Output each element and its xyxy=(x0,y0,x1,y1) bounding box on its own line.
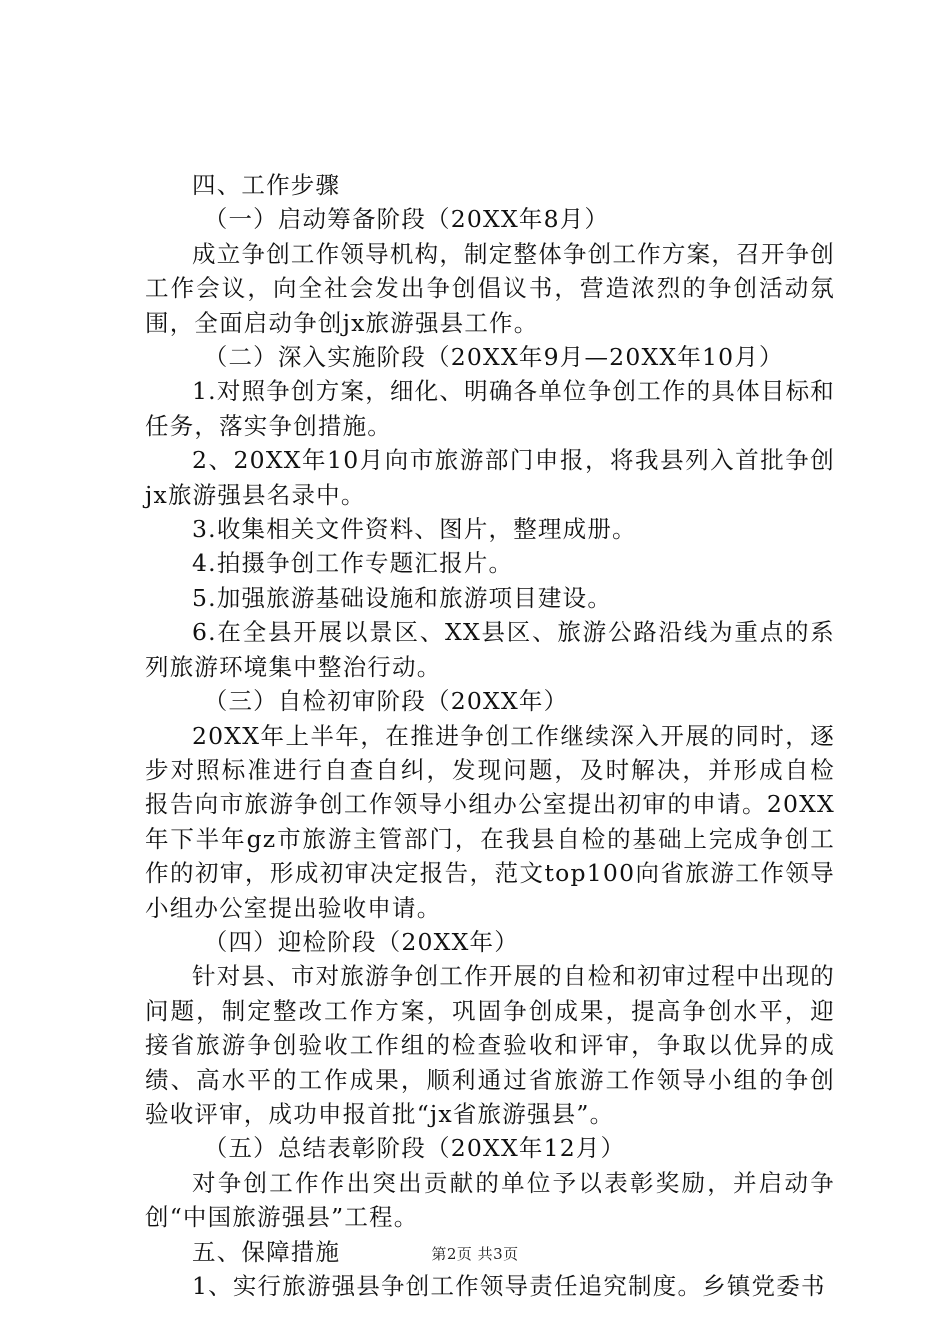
list-item: 3.收集相关文件资料、图片，整理成册。 xyxy=(192,515,637,544)
body-paragraph: 针对县、市对旅游争创工作开展的自检和初审过程中出现的问题，制定整改工作方案，巩固争创成果，提高争创水平，迎接省旅游争创验收工作组的检查验收和评审，争取以优异的成绩、高水平的工作成果，顺利通过省旅游工作领导小组的争创验收评审，成功申报首批“jx省旅游强县”。 xyxy=(145,962,835,1128)
body-paragraph: 1、实行旅游强县争创工作领导责任追究制度。乡镇党委书 xyxy=(192,1272,826,1300)
list-item: 4.拍摄争创工作专题汇报片。 xyxy=(192,549,514,578)
body-paragraph: 成立争创工作领导机构，制定整体争创工作方案，召开争创工作会议，向全社会发出争创倡议书，营造浓烈的争创活动氛围，全面启动争创jx旅游强县工作。 xyxy=(145,239,835,337)
page-number-footer: 第2页 共3页 xyxy=(431,1245,519,1263)
stage-heading: （二）深入实施阶段（20XX年9月—20XX年10月） xyxy=(203,343,784,372)
document-body xyxy=(145,168,835,1303)
section-heading: 四、工作步骤 xyxy=(192,171,341,199)
list-item: 2、20XX年10月向市旅游部门申报，将我县列入首批争创jx旅游强县名录中。 xyxy=(145,446,835,509)
stage-heading: （四）迎检阶段（20XX年） xyxy=(203,927,519,956)
stage-heading: （五）总结表彰阶段（20XX年12月） xyxy=(203,1134,626,1163)
list-item: 5.加强旅游基础设施和旅游项目建设。 xyxy=(192,583,613,612)
body-paragraph: 对争创工作作出突出贡献的单位予以表彰奖励，并启动争创“中国旅游强县”工程。 xyxy=(145,1168,835,1232)
stage-heading: （三）自检初审阶段（20XX年） xyxy=(203,687,569,716)
list-item: 1.对照争创方案，细化、明确各单位争创工作的具体目标和任务，落实争创措施。 xyxy=(145,377,835,440)
section-heading: 五、保障措施 xyxy=(192,1237,341,1266)
list-item: 6.在全县开展以景区、XX县区、旅游公路沿线为重点的系列旅游环境集中整治行动。 xyxy=(145,618,835,681)
stage-heading: （一）启动筹备阶段（20XX年8月） xyxy=(203,205,610,234)
body-paragraph: 20XX年上半年，在推进争创工作继续深入开展的同时，逐步对照标准进行自查自纠，发现问题，及时解决，并形成自检报告向市旅游争创工作领导小组办公室提出初审的申请。20XX年下半年gz市旅游主管部门，在我县自检的基础上完成争创工作的初审，形成初审决定报告，范文top100向省旅游工作领导小组办公室提出验收申请。 xyxy=(145,721,835,922)
